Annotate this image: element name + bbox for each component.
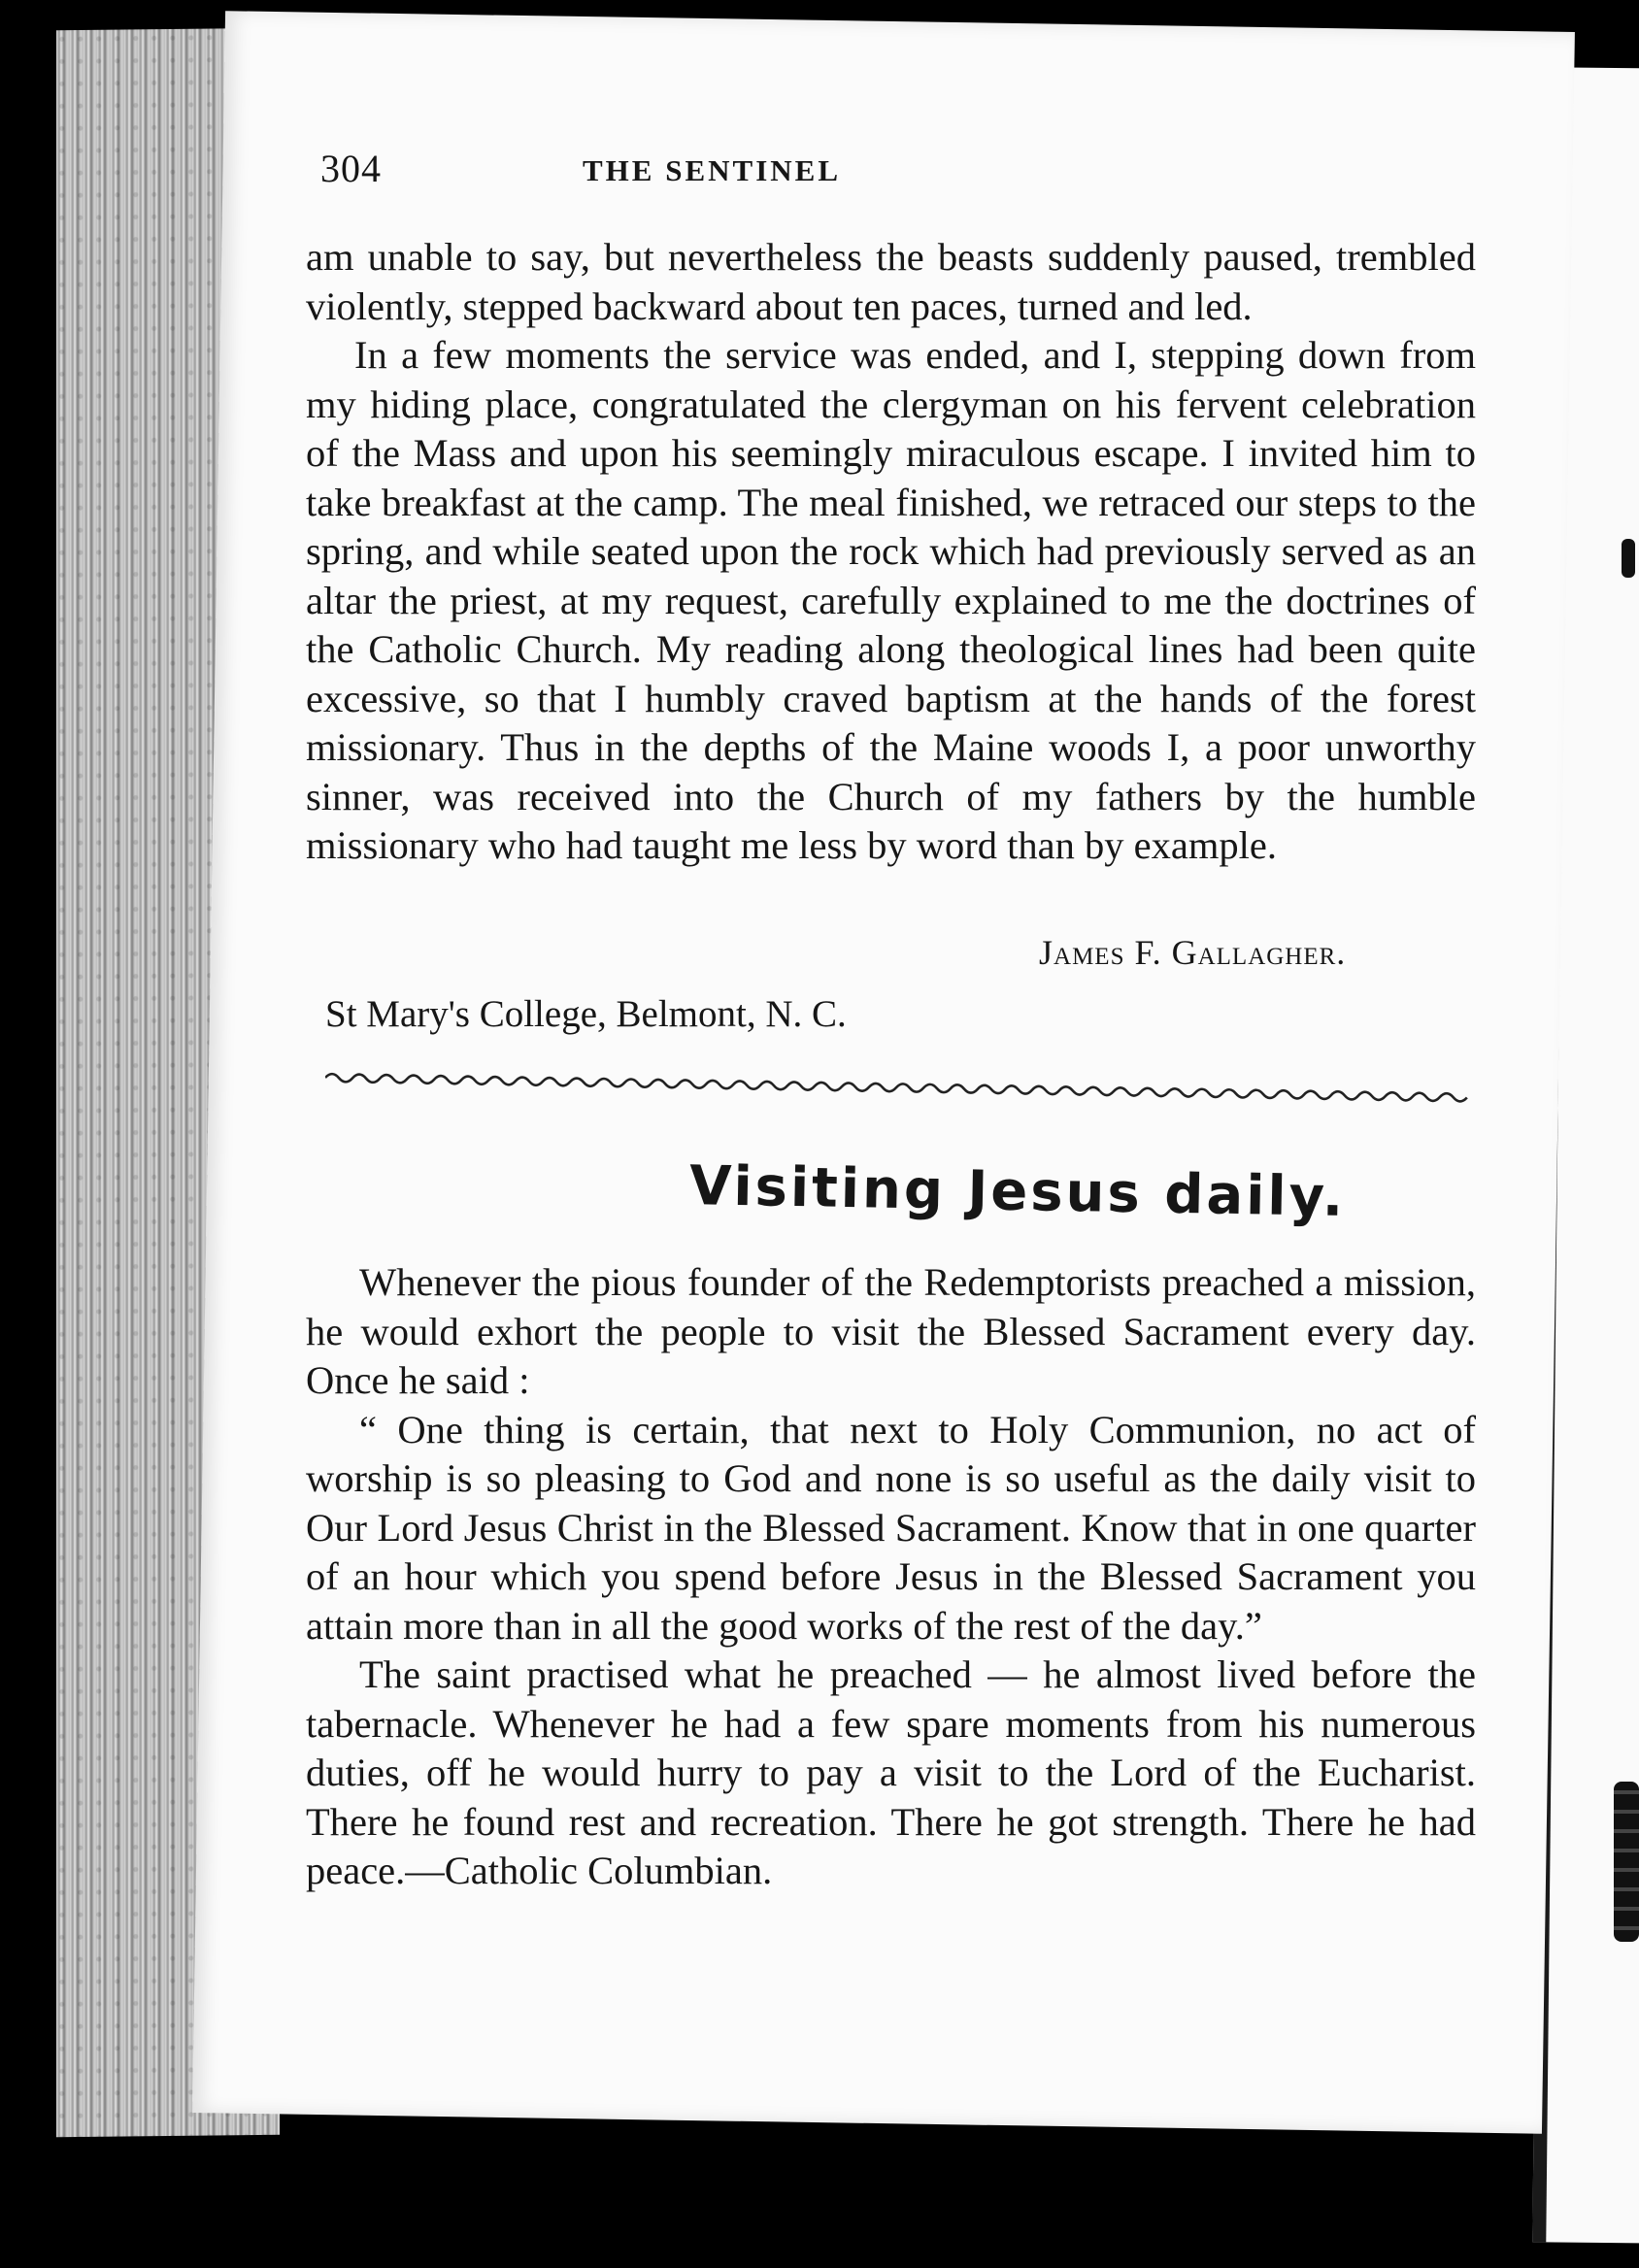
adjacent-page-mark <box>1622 539 1635 578</box>
signature: James F. Gallagher. <box>1039 933 1347 972</box>
article-2-paragraph-1: Whenever the pious founder of the Redemptorists preached a mission, he would exhort the people to visit the Blessed Sacrament every day. Once he said : <box>306 1260 1476 1402</box>
running-title: THE SENTINEL <box>583 153 842 187</box>
page-header <box>320 146 1486 204</box>
dateline: St Mary's College, Belmont, N. C. <box>325 993 847 1035</box>
article-1-body <box>306 233 1476 871</box>
article-1-paragraph-1: am unable to say, but nevertheless the beasts suddenly paused, trembled violently, stepped backward about ten paces, turned and led. <box>306 235 1476 328</box>
adjacent-page-ornament <box>1614 1782 1639 1942</box>
article-2-paragraph-3: The saint practised what he preached — he almost lived before the tabernacle. Whenever he had a few spare moments from his numerous duties, off he would hurry to pay a visit to the Lord of the Eucharist. There he found rest and recreation. There he got strength. There he had peace.—Catholic Columbian. <box>306 1652 1476 1892</box>
page-number: 304 <box>320 147 382 190</box>
article-2-paragraph-2: “ One thing is certain, that next to Holy Communion, no act of worship is so pleasing to God and none is so useful as the daily visit to Our Lord Jesus Christ in the Blessed Sacrament. Know that in one quarter of an hour which you spend before Jesus in the Blessed Sacrament you attain more than in all the good works of the rest of the day.” <box>306 1407 1476 1648</box>
article-2-body <box>306 1258 1476 1896</box>
article-1-paragraph-2: In a few moments the service was ended, and I, stepping down from my hiding place, congratulated the clergyman on his fervent celebration of the Mass and upon his seemingly miraculous escape. I invited him to take breakfast at the camp. The meal finished, we retraced our steps to the spring, and while seated upon the rock which had previously served as an altar the priest, at my request, carefully explained to me the doctrines of the Catholic Church. My reading along theological lines had been quite excessive, so that I humbly craved baptism at the hands of the forest missionary. Thus in the depths of the Maine woods I, a poor unworthy sinner, was received into the Church of my fathers by the humble missionary who had taught me less by word than by example. <box>306 333 1476 867</box>
article-title: Visiting Jesus daily. <box>688 1154 1347 1229</box>
